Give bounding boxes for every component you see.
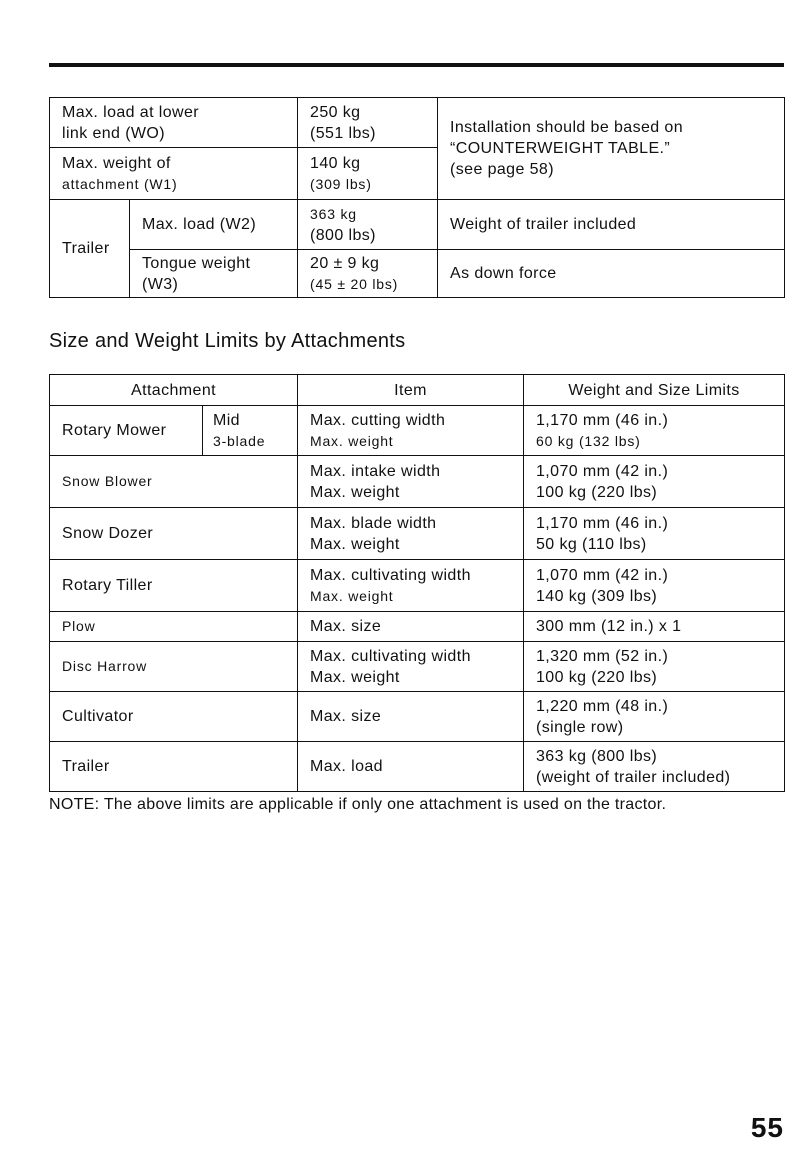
attachment-name: Disc Harrow bbox=[62, 658, 148, 674]
value-cell bbox=[298, 98, 438, 148]
load-limits-table bbox=[49, 97, 785, 298]
item-cell bbox=[298, 692, 524, 742]
label-cell bbox=[50, 98, 298, 148]
column-header-item: Item bbox=[298, 375, 524, 406]
label-cell bbox=[130, 250, 298, 298]
label-cell bbox=[130, 200, 298, 250]
remark-text: Weight of trailer included bbox=[450, 216, 637, 233]
limit-cell bbox=[524, 456, 785, 508]
limit-text: 60 kg (132 lbs) bbox=[536, 432, 641, 449]
table-row bbox=[50, 742, 785, 792]
limit-cell bbox=[524, 508, 785, 560]
row-label: Max. weight of bbox=[62, 154, 171, 172]
attachment-cell bbox=[50, 692, 298, 742]
value-cell bbox=[298, 200, 438, 250]
limit-cell bbox=[524, 406, 785, 456]
attachment-cell bbox=[50, 642, 298, 692]
table-row bbox=[50, 692, 785, 742]
limit-text: 300 mm (12 in.) x 1 bbox=[536, 618, 682, 635]
limit-cell bbox=[524, 742, 785, 792]
table-row bbox=[50, 200, 785, 250]
attachment-name: Trailer bbox=[62, 758, 110, 775]
table-row bbox=[50, 508, 785, 560]
header-row bbox=[50, 375, 785, 406]
limit-cell bbox=[524, 612, 785, 642]
table-row bbox=[50, 612, 785, 642]
value-text: 140 kg bbox=[310, 154, 361, 172]
item-text: Max. weight bbox=[310, 535, 400, 553]
item-text: Max. load bbox=[310, 758, 383, 775]
attachment-cell bbox=[50, 612, 298, 642]
install-note-cell bbox=[438, 98, 785, 200]
limit-text: 1,170 mm (46 in.) bbox=[536, 411, 669, 429]
attachments-table bbox=[49, 374, 785, 792]
item-text: Max. cultivating width bbox=[310, 566, 471, 584]
limit-cell bbox=[524, 692, 785, 742]
install-note: “COUNTERWEIGHT TABLE.” bbox=[450, 140, 671, 157]
column-header-limits: Weight and Size Limits bbox=[524, 375, 785, 406]
row-label: Max. load (W2) bbox=[142, 216, 257, 233]
table-row bbox=[50, 406, 785, 456]
limit-cell bbox=[524, 560, 785, 612]
attachment-cell bbox=[50, 406, 203, 456]
table-row bbox=[50, 560, 785, 612]
value-text: 250 kg bbox=[310, 103, 361, 121]
trailer-label-cell bbox=[50, 200, 130, 298]
limit-text: (single row) bbox=[536, 718, 624, 736]
value-text: (45 ± 20 lbs) bbox=[310, 275, 399, 292]
attachment-cell bbox=[50, 508, 298, 560]
attachment-sub: Mid bbox=[213, 411, 240, 429]
attachment-name: Snow Dozer bbox=[62, 525, 154, 542]
row-label: Tongue weight bbox=[142, 254, 251, 272]
item-text: Max. blade width bbox=[310, 514, 437, 532]
table-row bbox=[50, 250, 785, 298]
trailer-label: Trailer bbox=[62, 240, 110, 257]
item-cell bbox=[298, 406, 524, 456]
item-text: Max. size bbox=[310, 618, 382, 635]
limit-text: 140 kg (309 lbs) bbox=[536, 587, 658, 605]
table-row bbox=[50, 456, 785, 508]
item-text: Max. weight bbox=[310, 483, 400, 501]
item-text: Max. weight bbox=[310, 668, 400, 686]
page-number: 55 bbox=[750, 1112, 784, 1143]
value-text: (551 lbs) bbox=[310, 124, 376, 142]
limit-text: 1,220 mm (48 in.) bbox=[536, 697, 669, 715]
item-text: Max. intake width bbox=[310, 462, 441, 480]
top-rule bbox=[49, 63, 784, 67]
item-cell bbox=[298, 508, 524, 560]
limit-text: 1,070 mm (42 in.) bbox=[536, 566, 669, 584]
limit-text: 100 kg (220 lbs) bbox=[536, 483, 658, 501]
item-text: Max. cultivating width bbox=[310, 647, 471, 665]
value-cell bbox=[298, 148, 438, 200]
remark-cell bbox=[438, 200, 785, 250]
attachment-sub-cell bbox=[203, 406, 298, 456]
attachment-cell bbox=[50, 456, 298, 508]
attachment-name: Rotary Mower bbox=[62, 422, 167, 439]
value-text: 20 ± 9 kg bbox=[310, 254, 380, 272]
limit-text: 1,320 mm (52 in.) bbox=[536, 647, 669, 665]
limit-text: 100 kg (220 lbs) bbox=[536, 668, 658, 686]
item-text: Max. weight bbox=[310, 432, 394, 449]
limit-text: 1,070 mm (42 in.) bbox=[536, 462, 669, 480]
row-label: Max. load at lower bbox=[62, 103, 200, 121]
attachment-cell bbox=[50, 742, 298, 792]
column-header-attachment: Attachment bbox=[50, 375, 298, 406]
section-title: Size and Weight Limits by Attachments bbox=[49, 330, 406, 352]
remark-text: As down force bbox=[450, 265, 557, 282]
attachment-sub: 3-blade bbox=[213, 432, 266, 449]
item-text: Max. size bbox=[310, 708, 382, 725]
footnote: NOTE: The above limits are applicable if only one attachment is used on the tractor. bbox=[49, 796, 667, 813]
item-cell bbox=[298, 560, 524, 612]
install-note: Installation should be based on bbox=[450, 119, 684, 136]
attachment-name: Rotary Tiller bbox=[62, 577, 153, 594]
value-text: 363 kg bbox=[310, 205, 357, 222]
limit-cell bbox=[524, 642, 785, 692]
row-label: attachment (W1) bbox=[62, 175, 178, 192]
limit-text: 1,170 mm (46 in.) bbox=[536, 514, 669, 532]
attachment-name: Plow bbox=[62, 618, 96, 634]
item-cell bbox=[298, 642, 524, 692]
remark-cell bbox=[438, 250, 785, 298]
item-cell bbox=[298, 612, 524, 642]
attachment-cell bbox=[50, 560, 298, 612]
item-text: Max. cutting width bbox=[310, 411, 446, 429]
limit-text: (weight of trailer included) bbox=[536, 768, 731, 786]
table-row bbox=[50, 98, 785, 148]
limit-text: 363 kg (800 lbs) bbox=[536, 747, 658, 765]
row-label: (W3) bbox=[142, 275, 179, 293]
value-text: (309 lbs) bbox=[310, 175, 372, 192]
row-label: link end (WO) bbox=[62, 124, 165, 142]
item-cell bbox=[298, 742, 524, 792]
attachment-name: Cultivator bbox=[62, 708, 134, 725]
attachment-name: Snow Blower bbox=[62, 473, 153, 489]
item-cell bbox=[298, 456, 524, 508]
limit-text: 50 kg (110 lbs) bbox=[536, 535, 647, 553]
table-row bbox=[50, 642, 785, 692]
label-cell bbox=[50, 148, 298, 200]
value-cell bbox=[298, 250, 438, 298]
install-note: (see page 58) bbox=[450, 161, 554, 178]
item-text: Max. weight bbox=[310, 587, 394, 604]
value-text: (800 lbs) bbox=[310, 226, 376, 244]
